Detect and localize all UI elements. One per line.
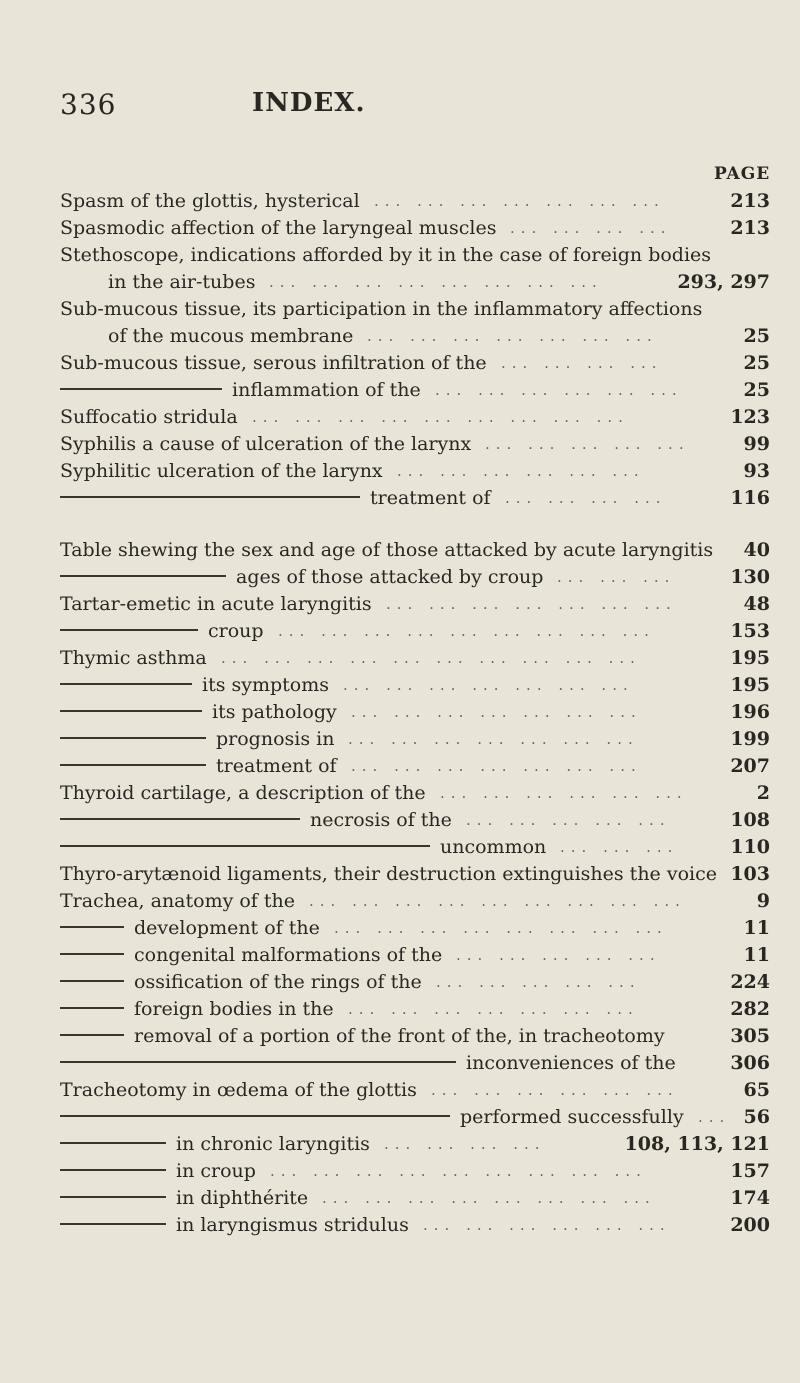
entry-page-number: 110 (724, 834, 770, 861)
leader-dots: ... ... ... ... ... ... (435, 381, 683, 399)
entry-text: treatment of (216, 755, 337, 777)
entry-text: Spasmodic affection of the laryngeal muscles (60, 217, 497, 239)
index-entry (60, 834, 770, 861)
ditto-dash (60, 575, 226, 577)
index-entry (60, 807, 770, 834)
index-entry (60, 458, 770, 485)
ditto-dash (60, 1115, 450, 1117)
entry-page-number: 199 (724, 726, 770, 753)
ditto-dash (60, 953, 124, 955)
ditto-dash (60, 1142, 166, 1144)
leader-dots: ... ... ... ... ... ... (431, 1081, 679, 1099)
index-entry (60, 591, 770, 618)
entry-page-number: 65 (738, 1077, 770, 1104)
ditto-dash (60, 818, 300, 820)
entry-text: inconveniences of the (466, 1052, 676, 1074)
running-title: INDEX. (252, 88, 366, 118)
entry-text: Tracheotomy in œdema of the glottis (60, 1079, 417, 1101)
leader-dots: ... ... ... ... ... (456, 946, 661, 964)
ditto-dash (60, 388, 222, 390)
ditto-dash (60, 980, 124, 982)
entry-text: Sub-mucous tissue, serous infiltration of the (60, 352, 487, 374)
index-entry (60, 726, 770, 753)
entry-page-number: 196 (724, 699, 770, 726)
entry-text: ossification of the rings of the (134, 971, 422, 993)
leader-dots: ... ... ... ... ... ... ... ... ... (309, 892, 686, 910)
index-entry (60, 618, 770, 645)
entry-page-number: 9 (751, 888, 770, 915)
entry-text: of the mucous membrane (108, 325, 354, 347)
index-entry (60, 350, 770, 377)
leader-dots: ... ... ... ... ... ... (440, 784, 688, 802)
entry-text: croup (208, 620, 264, 642)
entry-text: ages of those attacked by croup (236, 566, 544, 588)
index-entry (60, 377, 770, 404)
entry-text: prognosis in (216, 728, 335, 750)
entry-page-number: 2 (751, 780, 770, 807)
entry-text: in croup (176, 1160, 256, 1182)
ditto-dash (60, 710, 202, 712)
index-entry (60, 780, 770, 807)
ditto-dash (60, 1223, 166, 1225)
index-entry (60, 672, 770, 699)
index-entry (60, 942, 770, 969)
ditto-dash (60, 1169, 166, 1171)
entry-page-number: 48 (738, 591, 770, 618)
entry-text: Thyro-arytænoid ligaments, their destruction extinguishes the voice (60, 863, 717, 885)
entry-page-number: 293, 297 (671, 269, 770, 296)
entry-text: Table shewing the sex and age of those attacked by acute laryngitis (60, 539, 714, 561)
entry-text: Tartar-emetic in acute laryngitis (60, 593, 372, 615)
entry-page-number: 200 (724, 1212, 770, 1239)
entry-text: in diphthérite (176, 1187, 309, 1209)
ditto-dash (60, 926, 124, 928)
leader-dots: ... ... ... ... ... ... (423, 1216, 671, 1234)
entry-text: necrosis of the (310, 809, 452, 831)
entry-page-number: 103 (730, 863, 770, 885)
entry-page-number: 153 (724, 618, 770, 645)
entry-page-number: 56 (738, 1104, 770, 1131)
ditto-dash (60, 496, 360, 498)
entry-page-number: 224 (724, 969, 770, 996)
entry-page-number: 116 (724, 485, 770, 512)
entry-text: uncommon (440, 836, 547, 858)
page-column-label: PAGE (714, 164, 771, 184)
entry-text: in laryngismus stridulus (176, 1214, 409, 1236)
index-entry (60, 215, 770, 242)
leader-dots: ... ... ... ... ... ... ... (348, 1000, 639, 1018)
entry-page-number: 207 (724, 753, 770, 780)
entry-page-number: 108, 113, 121 (619, 1131, 770, 1158)
index-entry (60, 269, 770, 296)
leader-dots: ... ... ... ... (505, 489, 667, 507)
ditto-dash (60, 764, 206, 766)
entry-text: Syphilis a cause of ulceration of the larynx (60, 433, 472, 455)
index-entry (60, 537, 770, 564)
index-entry (60, 1185, 770, 1212)
index-entry (60, 915, 770, 942)
index-entry (60, 1158, 770, 1185)
entry-text: Spasm of the glottis, hysterical (60, 190, 360, 212)
entry-page-number: 195 (724, 672, 770, 699)
entry-text: Sub-mucous tissue, its participation in the inflammatory affections (60, 298, 703, 320)
leader-dots: ... ... ... ... ... ... ... ... ... (270, 1162, 647, 1180)
entry-text: its symptoms (202, 674, 330, 696)
entry-text: Suffocatio stridula (60, 406, 238, 428)
leader-dots: ... ... ... ... (510, 219, 672, 237)
leader-dots: ... ... ... ... ... ... ... (374, 192, 665, 210)
entry-text: Syphilitic ulceration of the larynx (60, 460, 383, 482)
leader-dots: ... ... ... ... ... ... ... ... ... (252, 408, 629, 426)
entry-text: removal of a portion of the front of the, in tracheotomy (134, 1025, 665, 1047)
entry-text: Stethoscope, indications afforded by it in the case of foreign bodies (60, 244, 712, 266)
ditto-dash (60, 737, 206, 739)
ditto-dash (60, 1007, 124, 1009)
entry-page-number: 11 (738, 915, 770, 942)
index-entry (60, 1212, 770, 1239)
index-entry (60, 323, 770, 350)
index-entry (60, 1077, 770, 1104)
page-header (60, 88, 760, 128)
entry-page-number: 174 (724, 1185, 770, 1212)
index-entry (60, 296, 770, 323)
index-entry (60, 242, 770, 269)
entry-page-number: 195 (724, 645, 770, 672)
entry-text: Thyroid cartilage, a description of the (60, 782, 426, 804)
leader-dots: ... ... ... ... ... ... (397, 462, 645, 480)
index-entry (60, 188, 770, 215)
leader-dots: ... ... ... ... (501, 354, 663, 372)
entry-text: its pathology (212, 701, 337, 723)
entry-text: congenital malformations of the (134, 944, 443, 966)
leader-dots: ... ... ... ... ... (466, 811, 671, 829)
ditto-dash (60, 629, 198, 631)
index-entry (60, 1023, 770, 1050)
ditto-dash (60, 1061, 456, 1063)
index-entry (60, 699, 770, 726)
leader-dots: ... ... ... (560, 838, 679, 856)
entry-page-number: 25 (738, 350, 770, 377)
entry-page-number: 11 (738, 942, 770, 969)
leader-dots: ... ... ... ... ... ... ... ... ... ... (221, 649, 641, 667)
ditto-dash (60, 1196, 166, 1198)
index-entry (60, 969, 770, 996)
index-entry (60, 1104, 770, 1131)
entry-page-number: 40 (738, 537, 770, 564)
entry-text: in chronic laryngitis (176, 1133, 370, 1155)
leader-dots: ... ... ... ... ... ... ... (343, 676, 634, 694)
entry-page-number: 93 (738, 458, 770, 485)
leader-dots: ... ... ... ... ... ... ... (348, 730, 639, 748)
index-entry (60, 1050, 770, 1077)
index-entry (60, 431, 770, 458)
leader-dots: ... (698, 1108, 730, 1126)
index-entry (60, 996, 770, 1023)
leader-dots: ... ... ... ... ... (436, 973, 641, 991)
leader-dots: ... ... ... ... ... ... ... (351, 703, 642, 721)
page-number: 336 (60, 88, 117, 121)
index-entry (60, 404, 770, 431)
ditto-dash (60, 845, 430, 847)
leader-dots: ... ... ... ... ... ... ... (386, 595, 677, 613)
entry-page-number: 305 (730, 1025, 770, 1047)
leader-dots: ... ... ... (557, 568, 676, 586)
entry-page-number: 157 (724, 1158, 770, 1185)
entry-text: in the air-tubes (108, 271, 256, 293)
entry-page-number: 99 (738, 431, 770, 458)
leader-dots: ... ... ... ... ... (485, 435, 690, 453)
index-entry (60, 485, 770, 512)
leader-dots: ... ... ... ... ... ... ... (351, 757, 642, 775)
index-entry (60, 888, 770, 915)
entry-text: Thymic asthma (60, 647, 207, 669)
index-entry (60, 564, 770, 591)
entry-text: performed successfully (460, 1106, 684, 1128)
entry-page-number: 123 (724, 404, 770, 431)
leader-dots: ... ... ... ... (384, 1135, 546, 1153)
entry-page-number: 25 (738, 377, 770, 404)
entry-page-number: 108 (724, 807, 770, 834)
index-entry (60, 1131, 770, 1158)
entry-page-number: 25 (738, 323, 770, 350)
index-entry (60, 645, 770, 672)
entry-page-number: 282 (724, 996, 770, 1023)
index-entry (60, 753, 770, 780)
entry-text: development of the (134, 917, 320, 939)
entry-text: Trachea, anatomy of the (60, 890, 295, 912)
entry-page-number: 130 (724, 564, 770, 591)
leader-dots: ... ... ... ... ... ... ... ... (269, 273, 603, 291)
leader-dots: ... ... ... ... ... ... ... ... (322, 1189, 656, 1207)
index-entries (60, 188, 770, 1239)
entry-page-number: 213 (724, 188, 770, 215)
leader-dots: ... ... ... ... ... ... ... (367, 327, 658, 345)
entry-text: foreign bodies in the (134, 998, 334, 1020)
entry-text: treatment of (370, 487, 491, 509)
index-entry (60, 861, 770, 888)
leader-dots: ... ... ... ... ... ... ... ... (334, 919, 668, 937)
leader-dots: ... ... ... ... ... ... ... ... ... (278, 622, 655, 640)
entry-page-number: 213 (724, 215, 770, 242)
ditto-dash (60, 1034, 124, 1036)
entry-text: inflammation of the (232, 379, 421, 401)
ditto-dash (60, 683, 192, 685)
entry-page-number: 306 (724, 1050, 770, 1077)
